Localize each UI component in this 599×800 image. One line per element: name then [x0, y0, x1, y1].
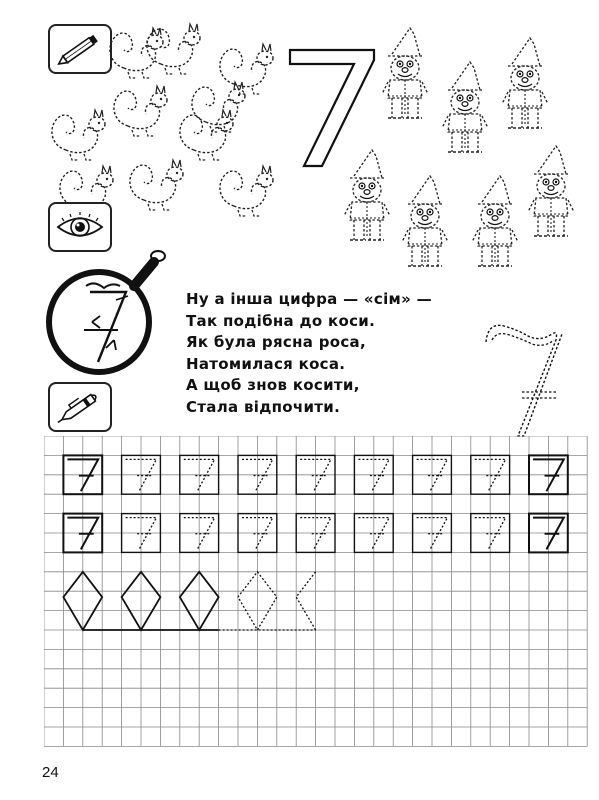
- poem-line: Натомилася коса.: [186, 354, 346, 373]
- squirrel: [180, 110, 233, 160]
- squirrels-illustration: [48, 18, 288, 228]
- squirrel: [220, 166, 273, 216]
- gnome: [402, 176, 448, 266]
- gnome: [442, 62, 488, 152]
- poem-line: Так подібна до коси.: [186, 311, 376, 330]
- writing-grid: [44, 436, 588, 752]
- poem-line: Як була рясна роса,: [186, 333, 366, 351]
- poem: [186, 289, 432, 418]
- poem-line: Стала відпочити.: [186, 397, 341, 416]
- pen-task-box: [48, 382, 112, 432]
- gnomes-illustration: [340, 26, 580, 278]
- gnome: [528, 146, 574, 236]
- squirrel: [220, 44, 273, 94]
- page-number: 24: [42, 764, 59, 781]
- squirrel: [110, 28, 163, 78]
- magnifier-icon: [44, 244, 174, 378]
- gnome: [502, 38, 548, 128]
- squirrel: [52, 110, 105, 160]
- poem-line: Ну а інша цифра — «сім» —: [186, 290, 432, 308]
- poem-line: А щоб знов косити,: [186, 376, 360, 394]
- gnome: [344, 150, 390, 240]
- gnome: [382, 28, 428, 118]
- pattern-partial: [296, 572, 315, 630]
- squirrel: [192, 82, 245, 132]
- squirrel: [130, 160, 183, 210]
- squirrel: [114, 86, 167, 136]
- pen-icon: [50, 384, 110, 430]
- cursive-seven-tracing: [478, 312, 574, 442]
- gnome: [472, 176, 518, 266]
